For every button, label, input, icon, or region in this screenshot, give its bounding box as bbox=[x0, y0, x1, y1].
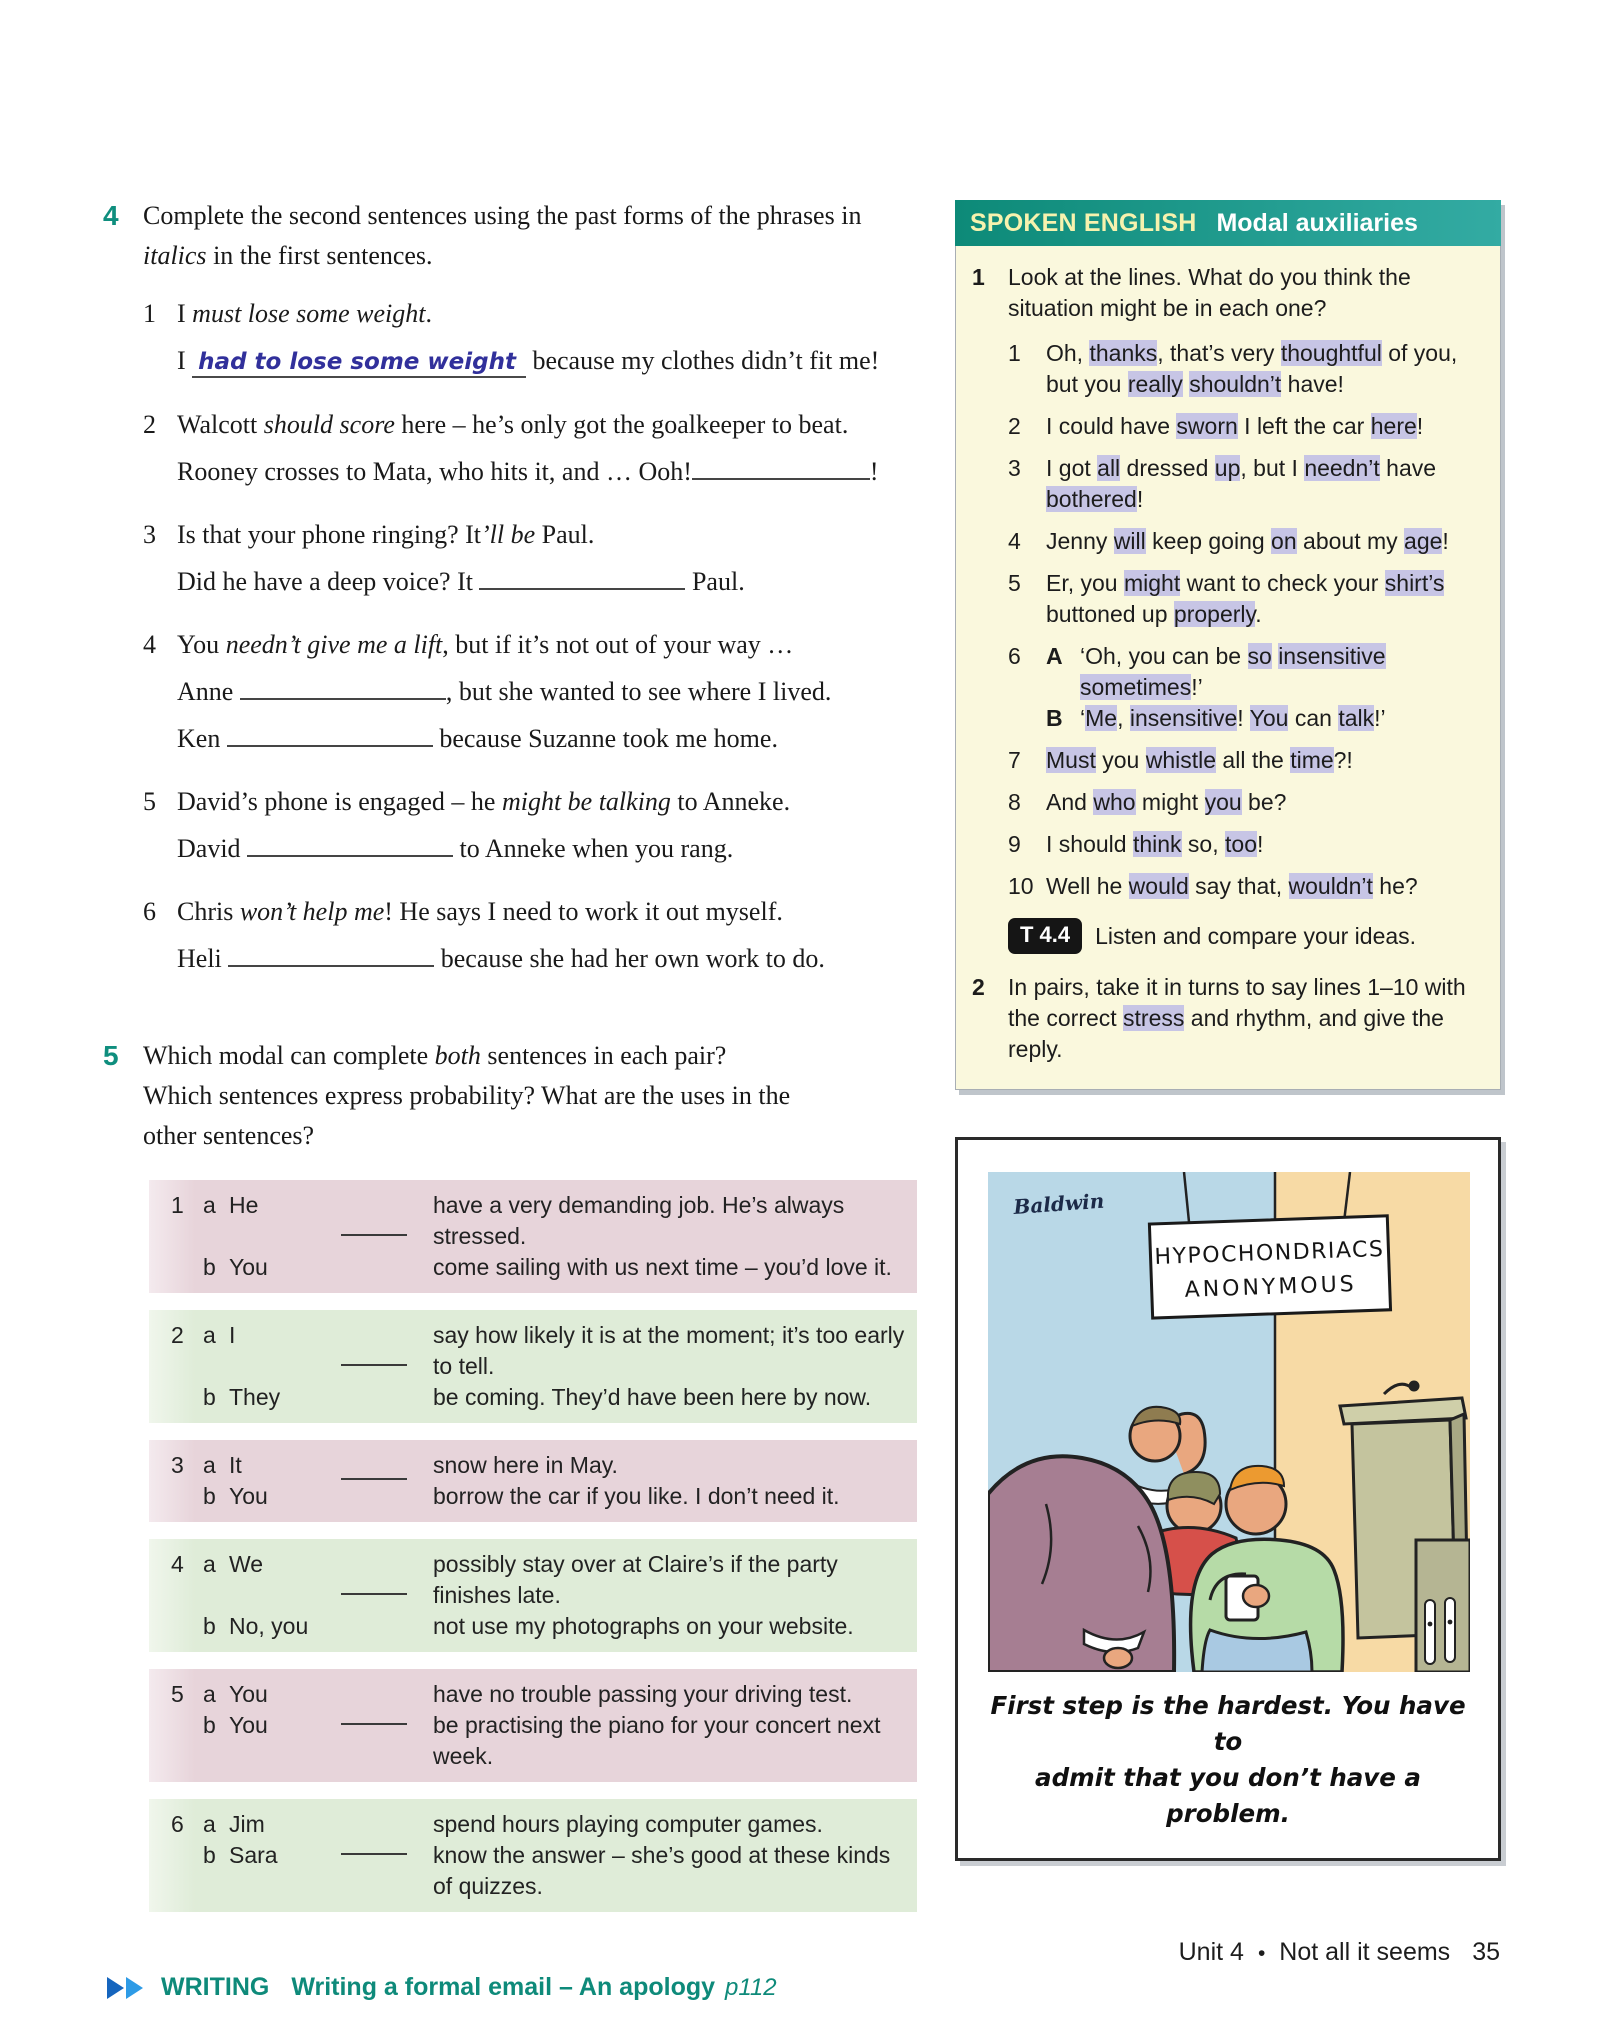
sentence-line bbox=[177, 405, 915, 445]
spoken-line-text bbox=[1046, 526, 1484, 557]
text-segment: ! bbox=[1257, 831, 1264, 857]
text-segment: you bbox=[1095, 747, 1146, 773]
text-segment: Paul. bbox=[535, 520, 595, 549]
spoken-line bbox=[1008, 453, 1484, 515]
answer-blank bbox=[228, 943, 434, 967]
exercise-5-number: 5 bbox=[103, 1040, 119, 1071]
text-segment: all the bbox=[1216, 747, 1291, 773]
spoken-subline-text bbox=[1080, 641, 1484, 703]
cartoon-caption-line2: admit that you don’t have a problem. bbox=[1035, 1763, 1421, 1828]
text-segment: , that’s very bbox=[1157, 340, 1281, 366]
sentence-line bbox=[177, 625, 915, 665]
exercise-4-instructions bbox=[143, 196, 915, 276]
left-column bbox=[103, 196, 915, 2002]
spoken-english-lines bbox=[1008, 338, 1484, 902]
text-segment: to Anneke. bbox=[670, 787, 791, 816]
item-lines bbox=[177, 892, 915, 986]
item-number: 5 bbox=[143, 787, 156, 816]
answer-blank bbox=[479, 566, 685, 590]
spoken-line-text bbox=[1046, 568, 1484, 630]
cartoon-caption-line1: First step is the hardest. You have to bbox=[990, 1691, 1466, 1756]
spoken-line-number: 6 bbox=[1008, 643, 1021, 669]
exercise-5 bbox=[103, 1036, 915, 1929]
text-segment: I should bbox=[1046, 831, 1133, 857]
text-segment: of you, but you bbox=[1046, 340, 1458, 397]
text-segment: David’s phone is engaged – he bbox=[177, 787, 502, 816]
sentence-a-letter: a bbox=[203, 1192, 216, 1218]
text-segment: !’ bbox=[1374, 705, 1386, 731]
text-segment: Is that your phone ringing? It bbox=[177, 520, 481, 549]
sentence-line bbox=[177, 892, 915, 932]
sentence-b-text: be practising the piano for your concert next week. bbox=[433, 1712, 881, 1769]
text-segment: because she had her own work to do. bbox=[434, 944, 825, 973]
sentence-line bbox=[177, 562, 915, 602]
text-segment: want to check your bbox=[1180, 570, 1385, 596]
sentence-b-letter: b bbox=[203, 1483, 216, 1509]
spoken-line-text bbox=[1046, 411, 1484, 442]
spoken-line-number: 2 bbox=[1008, 413, 1021, 439]
stress-highlight: think bbox=[1132, 831, 1182, 857]
spoken-english-topic: Modal auxiliaries bbox=[1216, 208, 1418, 237]
text-segment: be? bbox=[1241, 789, 1287, 815]
cartoon-drawing bbox=[988, 1172, 1470, 1672]
stress-highlight: shouldn’t bbox=[1189, 371, 1282, 397]
text-segment: have! bbox=[1281, 371, 1344, 397]
spoken-line bbox=[1008, 641, 1484, 734]
sentence-a-subject: You bbox=[229, 1681, 268, 1707]
spoken-english-task-2 bbox=[972, 972, 1484, 1065]
stress-highlight: talk bbox=[1338, 705, 1375, 731]
sentence-pair-row bbox=[149, 1440, 917, 1522]
sentence-b-text: come sailing with us next time – you’d love it. bbox=[433, 1254, 892, 1280]
writing-label: WRITING bbox=[161, 1973, 270, 2001]
text-segment: so, bbox=[1181, 831, 1226, 857]
text-segment: and rhythm, and give the reply. bbox=[1008, 1005, 1444, 1062]
sentence-pair-row bbox=[149, 1799, 917, 1912]
stress-highlight: really bbox=[1127, 371, 1183, 397]
modal-blank bbox=[341, 1853, 407, 1855]
spoken-line bbox=[1008, 411, 1484, 442]
sentence-pair-row bbox=[149, 1180, 917, 1293]
sentence-line bbox=[177, 719, 915, 759]
spoken-line bbox=[1008, 526, 1484, 557]
spoken-english-header bbox=[955, 200, 1501, 246]
text-segment: ! bbox=[869, 457, 879, 486]
text-segment: say that, bbox=[1188, 873, 1289, 899]
exercise-4-items bbox=[143, 294, 915, 986]
text-segment: Rooney crosses to Mata, who hits it, and … Ooh! bbox=[177, 457, 692, 486]
stress-highlight: you bbox=[1204, 789, 1242, 815]
item-number: 2 bbox=[143, 410, 156, 439]
sentence-b-text: be coming. They’d have been here by now. bbox=[433, 1384, 872, 1410]
text-segment: to Anneke when you rang. bbox=[453, 834, 734, 863]
text-segment: must lose some weight bbox=[192, 299, 426, 328]
exercise-4-item bbox=[143, 782, 915, 876]
pair-number: 6 bbox=[171, 1811, 184, 1837]
sentence-pair-row bbox=[149, 1310, 917, 1423]
spoken-line bbox=[1008, 745, 1484, 776]
text-segment: I could have bbox=[1046, 413, 1177, 439]
text-segment: ! bbox=[1237, 705, 1250, 731]
pair-number: 1 bbox=[171, 1192, 184, 1218]
listen-instruction bbox=[1008, 918, 1484, 954]
spoken-line-number: 3 bbox=[1008, 455, 1021, 481]
modal-blank bbox=[341, 1364, 407, 1366]
modal-blank bbox=[341, 1234, 407, 1236]
sentence-a-letter: a bbox=[203, 1551, 216, 1577]
text-segment: should score bbox=[263, 410, 395, 439]
text-segment: ! He says I need to work it out myself. bbox=[384, 897, 783, 926]
stress-highlight: might bbox=[1123, 570, 1181, 596]
pair-number: 3 bbox=[171, 1452, 184, 1478]
cartoon-caption bbox=[988, 1688, 1468, 1832]
exercise-4-number: 4 bbox=[103, 200, 119, 231]
sentence-b-text: not use my photographs on your website. bbox=[433, 1613, 854, 1639]
sentence-a-subject: We bbox=[229, 1551, 264, 1577]
exercise-4-item bbox=[143, 625, 915, 766]
spoken-line bbox=[1008, 787, 1484, 818]
spoken-line-text bbox=[1046, 453, 1484, 515]
writing-reference-line bbox=[107, 1973, 915, 2002]
item-lines bbox=[177, 294, 915, 389]
sentence-a-text: have a very demanding job. He’s always stressed. bbox=[433, 1192, 845, 1249]
text-segment: Complete the second sentences using the past forms of the phrases in bbox=[143, 201, 862, 230]
stress-highlight: insensitive bbox=[1129, 705, 1238, 731]
answer-blank bbox=[692, 456, 870, 480]
task-1-text: Look at the lines. What do you think the situation might be in each one? bbox=[1008, 264, 1411, 321]
stress-highlight: shirt’s bbox=[1384, 570, 1445, 596]
text-segment: buttoned up bbox=[1046, 601, 1174, 627]
writing-page-reference: p112 bbox=[725, 1973, 777, 2001]
spoken-english-label: SPOKEN ENGLISH bbox=[970, 208, 1197, 237]
sentence-line bbox=[177, 294, 915, 334]
text-segment: about my bbox=[1296, 528, 1405, 554]
double-arrow-icon bbox=[107, 1977, 124, 1999]
text-segment: sentences in each pair? Which sentences express probability? What are the uses in the other sentences? bbox=[143, 1041, 791, 1150]
answer-blank bbox=[227, 723, 433, 747]
sentence-pair-row bbox=[149, 1669, 917, 1782]
sentence-a-letter: a bbox=[203, 1452, 216, 1478]
stress-highlight: properly bbox=[1173, 601, 1256, 627]
text-segment: needn’t give me a lift bbox=[225, 630, 443, 659]
stress-highlight: will bbox=[1113, 528, 1146, 554]
handwritten-answer: had to lose some weight bbox=[192, 349, 526, 378]
sentence-line bbox=[177, 452, 915, 492]
stress-highlight: too bbox=[1225, 831, 1257, 857]
answer-blank bbox=[240, 676, 446, 700]
stress-highlight: wouldn’t bbox=[1288, 873, 1373, 899]
spoken-line-number: 8 bbox=[1008, 789, 1021, 815]
sentence-a-letter: a bbox=[203, 1811, 216, 1837]
item-number: 4 bbox=[143, 630, 156, 659]
exercise-4-item bbox=[143, 892, 915, 986]
footer-chapter-title: Not all it seems bbox=[1279, 1938, 1451, 1966]
text-segment: I left the car bbox=[1237, 413, 1371, 439]
text-segment: Did he have a deep voice? It bbox=[177, 567, 480, 596]
spoken-line-text bbox=[1046, 745, 1484, 776]
sentence-pair-row bbox=[149, 1539, 917, 1652]
sentence-a-text: snow here in May. bbox=[433, 1452, 618, 1478]
spoken-line-number: 9 bbox=[1008, 831, 1021, 857]
sentence-line bbox=[177, 829, 915, 869]
modal-blank bbox=[341, 1478, 407, 1480]
sentence-b-letter: b bbox=[203, 1613, 216, 1639]
text-segment: I bbox=[177, 299, 193, 328]
exercise-5-sentence-pairs bbox=[149, 1180, 917, 1912]
text-segment: , but I bbox=[1240, 455, 1305, 481]
spoken-line-number: 10 bbox=[1008, 873, 1034, 899]
sentence-b-subject: You bbox=[229, 1483, 268, 1509]
spoken-line-number: 1 bbox=[1008, 340, 1021, 366]
sentence-b-subject: They bbox=[229, 1384, 281, 1410]
text-segment: ! bbox=[1442, 528, 1449, 554]
spoken-english-body bbox=[956, 246, 1500, 1089]
text-segment: here – he’s only got the goalkeeper to beat. bbox=[394, 410, 849, 439]
chair bbox=[1416, 1540, 1470, 1672]
sentence-a-subject: I bbox=[229, 1322, 236, 1348]
spoken-line-text bbox=[1046, 829, 1484, 860]
text-segment: Anne bbox=[177, 677, 240, 706]
footer-separator: • bbox=[1257, 1942, 1266, 1965]
stress-highlight: all bbox=[1097, 455, 1121, 481]
sentence-a-subject: It bbox=[229, 1452, 242, 1478]
text-segment: Er, you bbox=[1046, 570, 1124, 596]
sentence-a-letter: a bbox=[203, 1681, 216, 1707]
text-segment: Walcott bbox=[177, 410, 264, 439]
spoken-line-text bbox=[1046, 641, 1484, 734]
task-1-number: 1 bbox=[972, 264, 985, 290]
exercise-4 bbox=[103, 196, 915, 1002]
spoken-subline bbox=[1046, 703, 1484, 734]
speaker-label: B bbox=[1046, 705, 1063, 731]
text-segment: won’t help me bbox=[239, 897, 385, 926]
sentence-a-text: say how likely it is at the moment; it’s too early to tell. bbox=[433, 1322, 905, 1379]
text-segment: can bbox=[1288, 705, 1339, 731]
text-segment: David bbox=[177, 834, 248, 863]
text-segment: ‘Oh, you can be bbox=[1080, 643, 1248, 669]
answer-blank bbox=[247, 833, 453, 857]
spoken-line bbox=[1008, 829, 1484, 860]
sentence-line bbox=[177, 341, 915, 382]
stress-highlight: You bbox=[1249, 705, 1289, 731]
text-segment: Heli bbox=[177, 944, 229, 973]
text-segment: dressed bbox=[1120, 455, 1215, 481]
text-segment: In pairs, take it in turns to say lines 1–10 with the correct bbox=[1008, 974, 1466, 1031]
item-number: 3 bbox=[143, 520, 156, 549]
text-segment: Which modal can complete bbox=[143, 1041, 435, 1070]
spoken-line-text bbox=[1046, 871, 1484, 902]
item-number: 1 bbox=[143, 299, 156, 328]
item-lines bbox=[177, 515, 915, 609]
text-segment: You bbox=[177, 630, 226, 659]
spoken-line bbox=[1008, 568, 1484, 630]
sentence-b-subject: No, you bbox=[229, 1613, 309, 1639]
stress-highlight: sworn bbox=[1176, 413, 1238, 439]
text-segment: ‘ bbox=[1080, 705, 1086, 731]
text-segment: Well he bbox=[1046, 873, 1129, 899]
text-segment: might be talking bbox=[501, 787, 671, 816]
text-segment: I got bbox=[1046, 455, 1098, 481]
sentence-b-letter: b bbox=[203, 1384, 216, 1410]
spoken-line bbox=[1008, 338, 1484, 400]
sentence-b-subject: You bbox=[229, 1254, 268, 1280]
text-segment: have bbox=[1379, 455, 1437, 481]
text-segment: , but she wanted to see where I lived. bbox=[445, 677, 832, 706]
text-segment: italics bbox=[143, 241, 207, 270]
text-segment: ’ll be bbox=[481, 520, 536, 549]
stress-highlight: so bbox=[1247, 643, 1272, 669]
text-segment: ?! bbox=[1333, 747, 1353, 773]
text-segment: !’ bbox=[1191, 674, 1203, 700]
pair-number: 4 bbox=[171, 1551, 184, 1577]
spoken-line-number: 7 bbox=[1008, 747, 1021, 773]
stress-highlight: here bbox=[1370, 413, 1417, 439]
item-lines bbox=[177, 782, 915, 876]
spoken-english-task-1 bbox=[972, 262, 1484, 324]
text-segment: Jenny bbox=[1046, 528, 1114, 554]
sentence-a-text: spend hours playing computer games. bbox=[433, 1811, 823, 1837]
stress-highlight: would bbox=[1128, 873, 1189, 899]
item-lines bbox=[177, 625, 915, 766]
sentence-a-text: possibly stay over at Claire’s if the party finishes late. bbox=[433, 1551, 838, 1608]
text-segment: And bbox=[1046, 789, 1094, 815]
text-segment: I bbox=[177, 346, 193, 375]
sentence-b-text: know the answer – she’s good at these kinds of quizzes. bbox=[433, 1842, 891, 1899]
svg-text:HYPOCHONDRIACS: HYPOCHONDRIACS bbox=[1154, 1236, 1385, 1270]
sentence-b-text: borrow the car if you like. I don’t need it. bbox=[433, 1483, 840, 1509]
text-segment: . bbox=[1255, 601, 1262, 627]
sentence-b-letter: b bbox=[203, 1842, 216, 1868]
stress-highlight: thoughtful bbox=[1280, 340, 1382, 366]
stress-highlight: whistle bbox=[1145, 747, 1217, 773]
text-segment: he? bbox=[1372, 873, 1418, 899]
sentence-b-letter: b bbox=[203, 1712, 216, 1738]
task-2-text bbox=[1008, 972, 1484, 1065]
stress-highlight: insensitive bbox=[1278, 643, 1386, 669]
spoken-line-text bbox=[1046, 787, 1484, 818]
stress-highlight: who bbox=[1093, 789, 1136, 815]
stress-highlight: age bbox=[1404, 528, 1443, 554]
spoken-subline bbox=[1046, 641, 1484, 703]
sentence-b-letter: b bbox=[203, 1254, 216, 1280]
spoken-subline-text bbox=[1080, 703, 1484, 734]
stress-highlight: thanks bbox=[1089, 340, 1158, 366]
exercise-4-item bbox=[143, 405, 915, 499]
modal-blank bbox=[341, 1723, 407, 1725]
audio-track-badge: T 4.4 bbox=[1008, 918, 1082, 954]
sentence-a-subject: Jim bbox=[229, 1811, 265, 1837]
right-column bbox=[955, 200, 1501, 1861]
stress-highlight: Me bbox=[1085, 705, 1118, 731]
task-2-number: 2 bbox=[972, 974, 985, 1000]
spoken-line bbox=[1008, 871, 1484, 902]
text-segment: keep going bbox=[1145, 528, 1272, 554]
spoken-line-text bbox=[1046, 338, 1484, 400]
text-segment: both bbox=[434, 1041, 481, 1070]
exercise-4-item bbox=[143, 515, 915, 609]
sentence-a-letter: a bbox=[203, 1322, 216, 1348]
stress-highlight: time bbox=[1290, 747, 1334, 773]
listen-text: Listen and compare your ideas. bbox=[1095, 922, 1417, 949]
sentence-b-subject: Sara bbox=[229, 1842, 278, 1868]
sentence-line bbox=[177, 939, 915, 979]
text-segment: in the first sentences. bbox=[206, 241, 433, 270]
sentence-b-subject: You bbox=[229, 1712, 268, 1738]
text-segment: Paul. bbox=[685, 567, 745, 596]
speaker-label: A bbox=[1046, 643, 1063, 669]
exercise-4-item bbox=[143, 294, 915, 389]
svg-text:ANONYMOUS: ANONYMOUS bbox=[1184, 1271, 1358, 1303]
modal-blank bbox=[341, 1593, 407, 1595]
footer-page-number: 35 bbox=[1472, 1938, 1500, 1966]
sentence-line bbox=[177, 782, 915, 822]
text-segment: ! bbox=[1416, 413, 1424, 439]
pair-number: 2 bbox=[171, 1322, 184, 1348]
text-segment: ! bbox=[1136, 486, 1144, 512]
cartoon-panel bbox=[955, 1137, 1501, 1861]
text-segment: . bbox=[425, 299, 432, 328]
writing-title: Writing a formal email – An apology bbox=[291, 1973, 716, 2001]
stress-highlight: bothered bbox=[1046, 486, 1137, 512]
text-segment: , bbox=[1117, 705, 1130, 731]
stress-highlight: up bbox=[1214, 455, 1241, 481]
spoken-line-number: 5 bbox=[1008, 570, 1021, 596]
sentence-a-subject: He bbox=[229, 1192, 259, 1218]
text-segment: Oh, bbox=[1046, 340, 1090, 366]
stress-highlight: Must bbox=[1046, 747, 1096, 773]
stress-highlight: needn’t bbox=[1304, 455, 1380, 481]
text-segment: because my clothes didn’t fit me! bbox=[525, 346, 880, 375]
double-arrow-icon bbox=[126, 1977, 143, 1999]
text-segment: Ken bbox=[177, 724, 227, 753]
sentence-line bbox=[177, 672, 915, 712]
text-segment: Chris bbox=[177, 897, 240, 926]
sentence-line bbox=[177, 515, 915, 555]
text-segment: might bbox=[1135, 789, 1205, 815]
item-number: 6 bbox=[143, 897, 156, 926]
sentence-a-text: have no trouble passing your driving test. bbox=[433, 1681, 853, 1707]
page-footer bbox=[1179, 1938, 1500, 1967]
stress-highlight: stress bbox=[1123, 1005, 1185, 1031]
stress-highlight: on bbox=[1271, 528, 1297, 554]
stress-highlight: sometimes bbox=[1080, 674, 1192, 700]
footer-unit: Unit 4 bbox=[1178, 1938, 1244, 1966]
spoken-line-number: 4 bbox=[1008, 528, 1021, 554]
text-segment: because Suzanne took me home. bbox=[432, 724, 778, 753]
exercise-5-instructions bbox=[143, 1036, 793, 1156]
text-segment: , but if it’s not out of your way … bbox=[442, 630, 794, 659]
spoken-english-box bbox=[955, 200, 1501, 1090]
item-lines bbox=[177, 405, 915, 499]
artist-signature: Baldwin bbox=[1012, 1188, 1105, 1219]
pair-number: 5 bbox=[171, 1681, 184, 1707]
